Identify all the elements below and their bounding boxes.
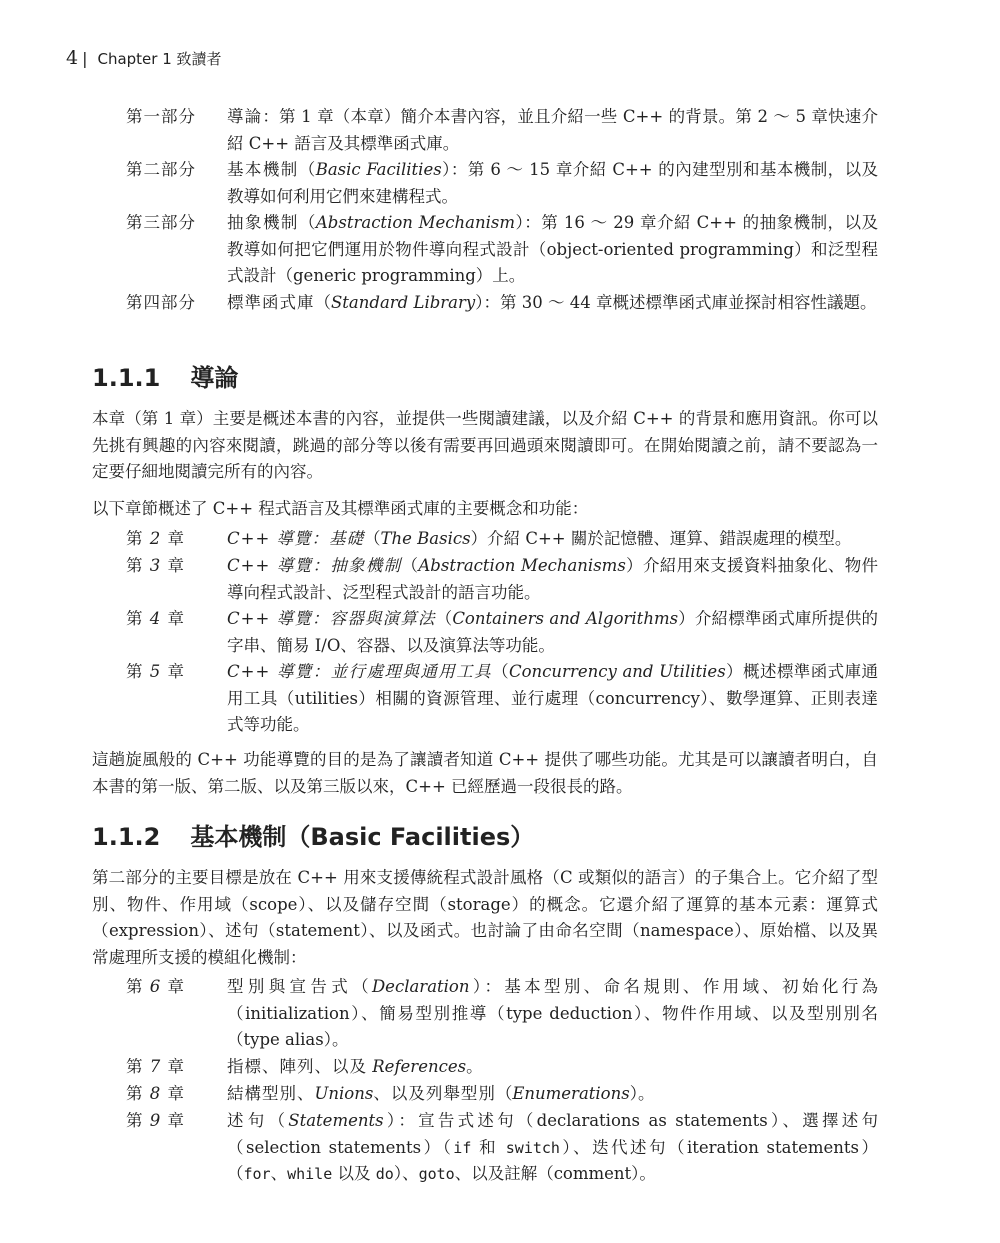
chapter-text: 型別與宣告式（Declaration）：基本型別、命名規則、作用域、初始化行為（initialization）、簡易型別推導（type deduction）、物件作用域、以及型別別名（type alias）。 <box>227 977 879 1049</box>
chapter-label: 第 3 章 <box>126 556 185 575</box>
chapter-label: 第 8 章 <box>126 1084 185 1103</box>
chapter-entry-8 <box>126 1081 878 1108</box>
part-entry-2 <box>126 157 878 210</box>
chapter-entry-7 <box>126 1054 878 1081</box>
chapter-text: 指標、陣列、以及 References。 <box>227 1057 483 1076</box>
part-text: 基本機制（Basic Facilities）：第 6 ～ 15 章介紹 C++ 的內建型別和基本機制，以及教導如何利用它們來建構程式。 <box>227 160 879 206</box>
chapter-title: Chapter 1 致讀者 <box>97 50 222 68</box>
chapter-text: 述句（Statements）：宣告式述句（declarations as statements）、選擇述句（selection statements）（if 和 switch）、迭代述句（iteration statements）（for、while 以及 do）、goto、以及註解（comment）。 <box>227 1111 879 1183</box>
part-label: 第二部分 <box>126 160 196 179</box>
chapter-label: 第 2 章 <box>126 529 185 548</box>
chapter-entry-9 <box>126 1108 878 1188</box>
section-heading-1-1-2: 1.1.2 基本機制（Basic Facilities） <box>92 823 535 851</box>
chapter-label: 第 6 章 <box>126 977 185 996</box>
chapter-label: 第 4 章 <box>126 609 185 628</box>
part-entry-3 <box>126 210 878 290</box>
paragraph-part-two: 第二部分的主要目標是放在 C++ 用來支援傳統程式設計風格（C 或類似的語言）的子集合上。它介紹了型別、物件、作用域（scope）、以及儲存空間（storage）的概念。它還介紹了運算的基本元素：運算式（expression）、述句（statement）、以及函式。也討論了由命名空間（namespace）、原始檔、以及異常處理所支援的模組化機制： <box>92 868 878 967</box>
part-text: 標準函式庫（Standard Library）：第 30 ～ 44 章概述標準函式庫並探討相容性議題。 <box>227 293 877 312</box>
chapter-text: C++ 導覽：基礎（The Basics）介紹 C++ 關於記憶體、運算、錯誤處理的模型。 <box>227 529 852 548</box>
part-label: 第三部分 <box>126 213 196 232</box>
section-heading-1-1-1: 1.1.1 導論 <box>92 364 239 392</box>
part-entry-1 <box>126 104 878 157</box>
code-switch: switch <box>505 1138 560 1157</box>
code-while: while <box>287 1165 333 1183</box>
chapter-entry-5 <box>126 659 878 739</box>
code-for: for <box>243 1165 271 1183</box>
header-separator: | <box>82 49 88 68</box>
paragraph-intro: 本章（第 1 章）主要是概述本書的內容，並提供一些閱讀建議，以及介紹 C++ 的背景和應用資訊。你可以先挑有興趣的內容來閱讀，跳過的部分等以後有需要再回過頭來閱讀即可。在開始閱讀之前，請不要認為一定要仔細地閱讀完所有的內容。 <box>92 409 878 481</box>
chapter-text: 結構型別、Unions、以及列舉型別（Enumerations）。 <box>227 1084 655 1103</box>
chapter-label: 第 9 章 <box>126 1111 185 1130</box>
page-number: 4 <box>66 47 79 69</box>
part-label: 第一部分 <box>126 107 196 126</box>
chapter-entry-3 <box>126 553 878 606</box>
part-text: 導論：第 1 章（本章）簡介本書內容，並且介紹一些 C++ 的背景。第 2 ～ 5 章快速介紹 C++ 語言及其標準函式庫。 <box>227 107 878 153</box>
running-head <box>66 44 222 72</box>
paragraph-overview: 以下章節概述了 C++ 程式語言及其標準函式庫的主要概念和功能： <box>92 499 589 518</box>
code-goto: goto <box>418 1165 455 1183</box>
chapter-label: 第 7 章 <box>126 1057 185 1076</box>
chapter-entry-6 <box>126 974 878 1054</box>
chapter-entry-4 <box>126 606 878 659</box>
chapter-entry-2 <box>126 526 878 553</box>
part-label: 第四部分 <box>126 293 196 312</box>
part-text: 抽象機制（Abstraction Mechanism）：第 16 ～ 29 章介紹 C++ 的抽象機制，以及教導如何把它們運用於物件導向程式設計（object-oriented programming）和泛型程式設計（generic programming）上。 <box>227 213 879 285</box>
paragraph-tour-purpose: 這趟旋風般的 C++ 功能導覽的目的是為了讓讀者知道 C++ 提供了哪些功能。尤其是可以讓讀者明白，自本書的第一版、第二版、以及第三版以來，C++ 已經歷過一段很長的路。 <box>92 750 878 796</box>
chapter-text: C++ 導覽：並行處理與通用工具（Concurrency and Utilities）概述標準函式庫通用工具（utilities）相關的資源管理、並行處理（concurrency）、數學運算、正則表達式等功能。 <box>227 662 879 734</box>
code-do: do <box>375 1165 394 1183</box>
chapter-text: C++ 導覽：容器與演算法（Containers and Algorithms）介紹標準函式庫所提供的字串、簡易 I/O、容器、以及演算法等功能。 <box>227 609 879 655</box>
part-entry-4 <box>126 290 878 317</box>
chapter-text: C++ 導覽：抽象機制（Abstraction Mechanisms）介紹用來支援資料抽象化、物件導向程式設計、泛型程式設計的語言功能。 <box>227 556 879 602</box>
code-if: if <box>453 1138 472 1157</box>
chapter-label: 第 5 章 <box>126 662 185 681</box>
